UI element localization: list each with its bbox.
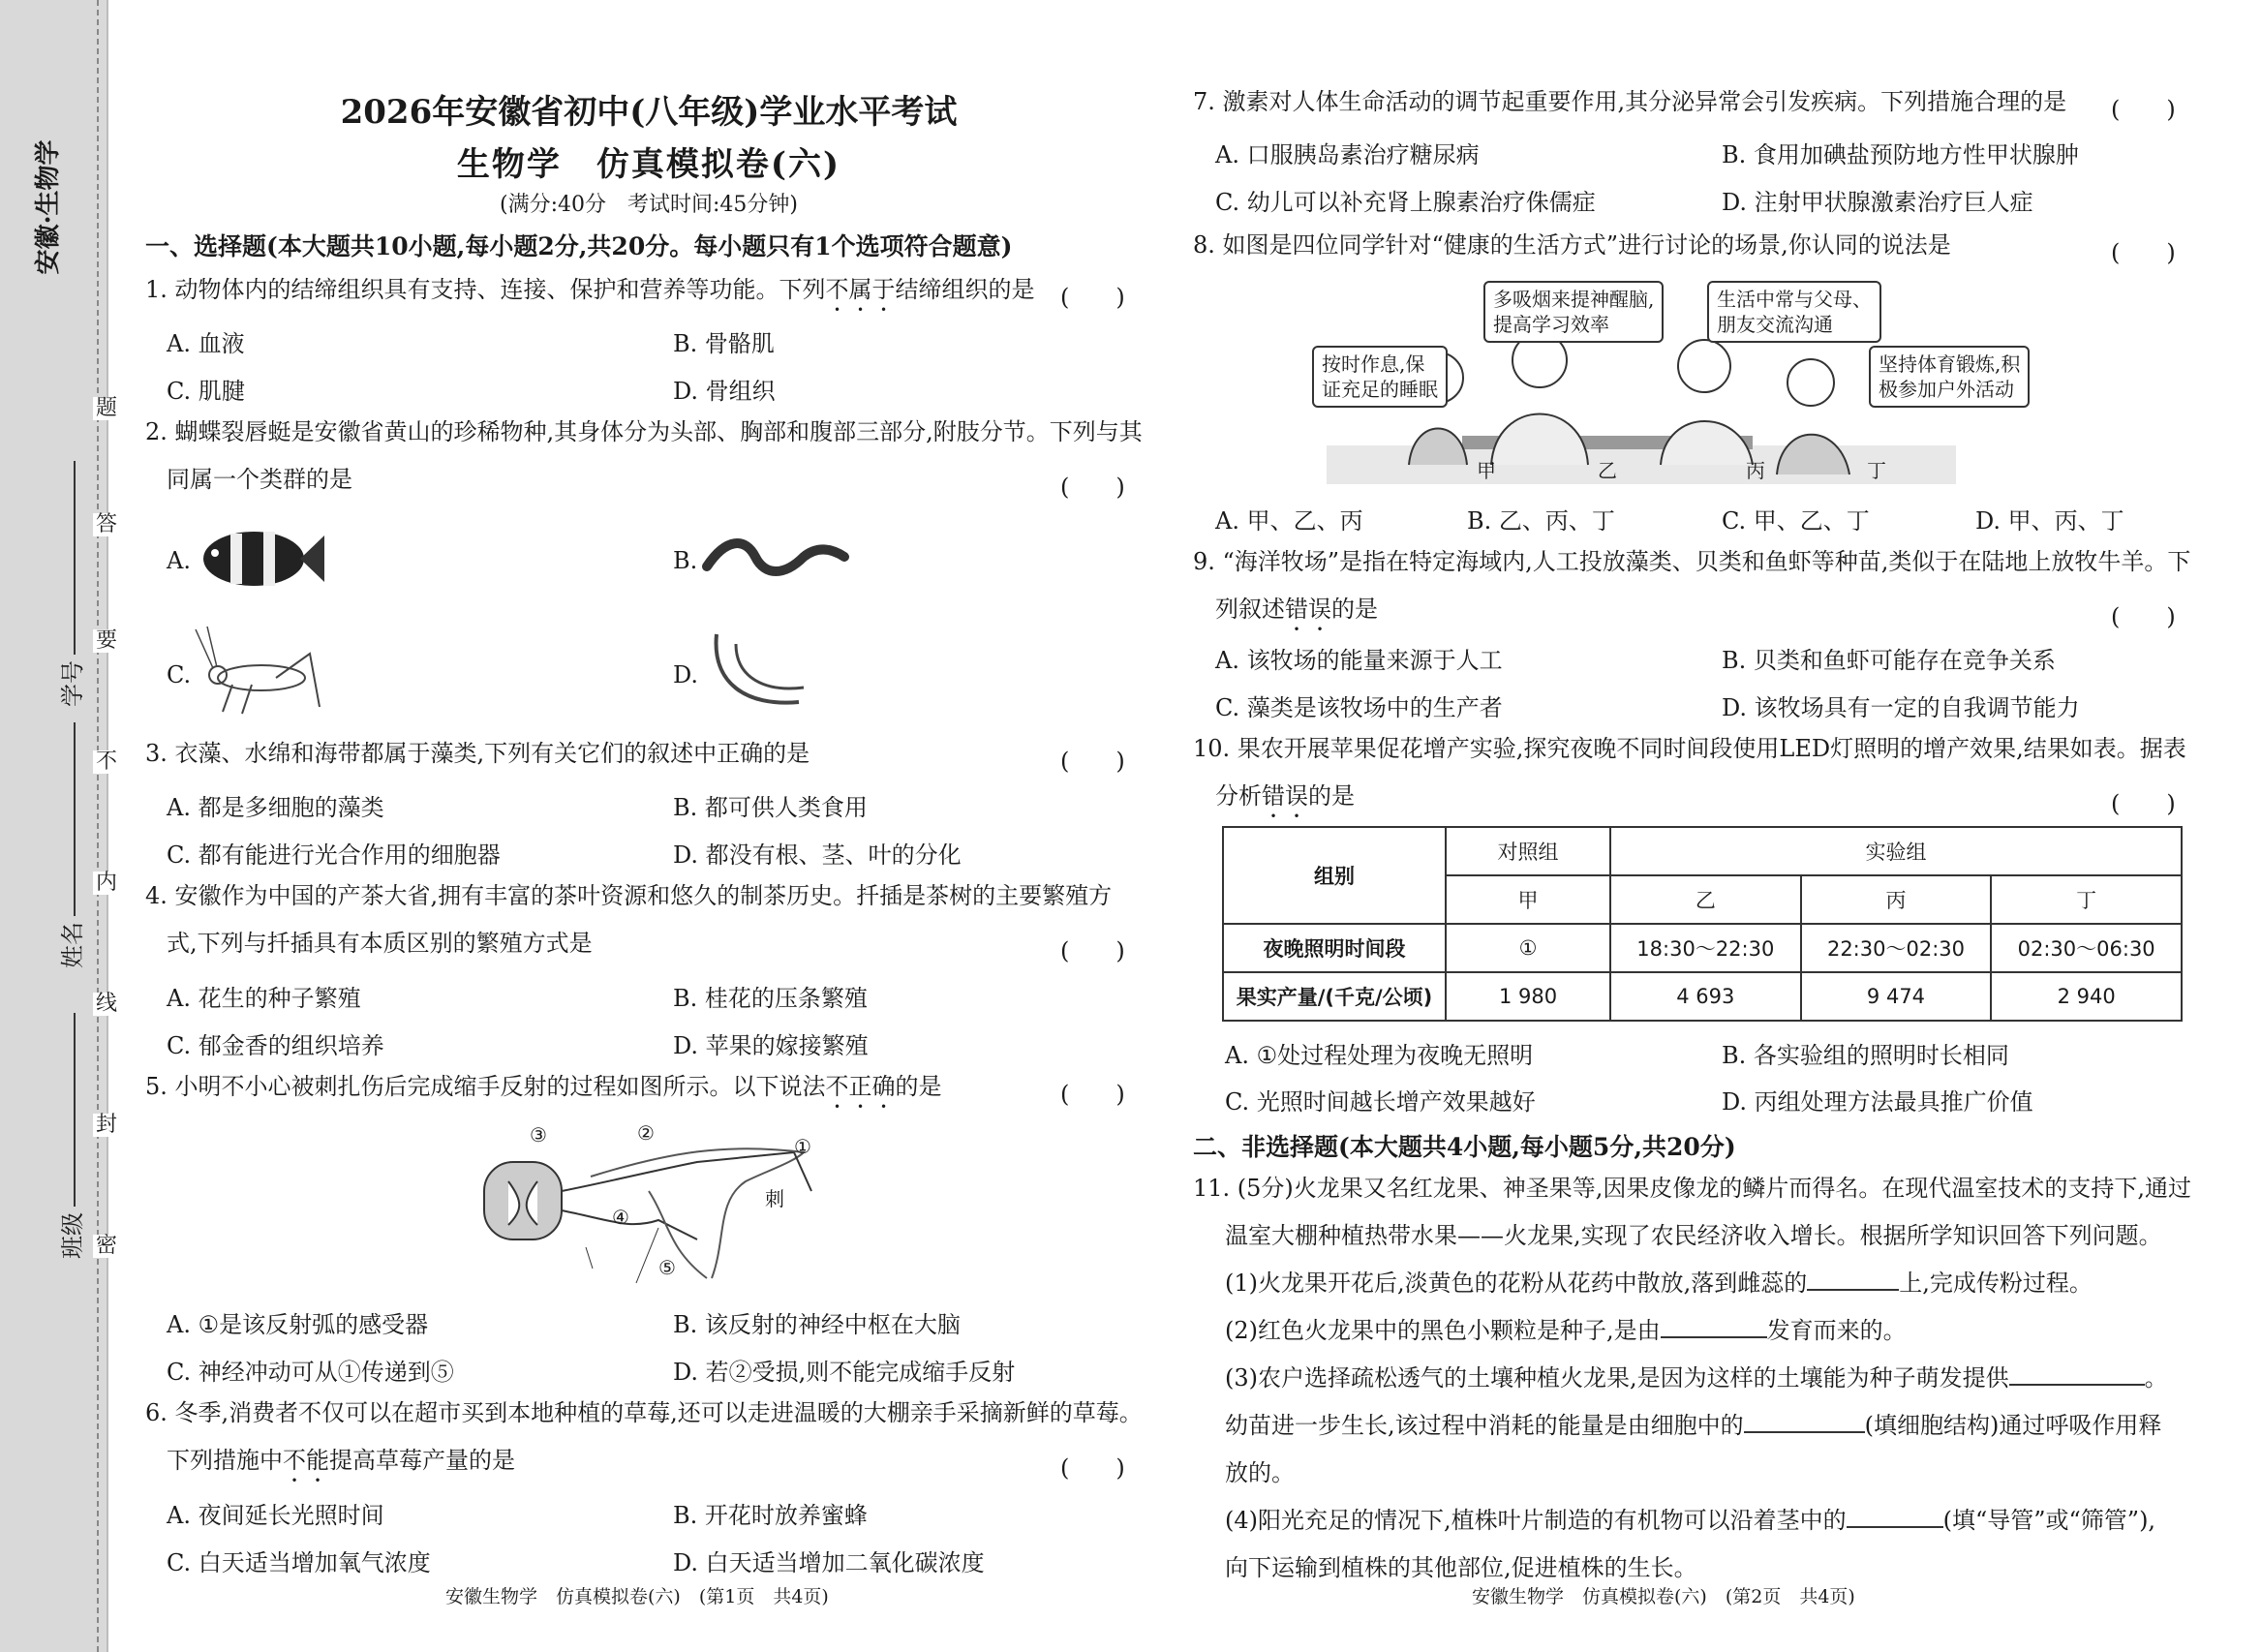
q4-option-c: C. 郁金香的组织培养 [167,1032,384,1059]
reflex-label-2: ② [637,1121,655,1145]
bubble-jia: 按时作息,保 证充足的睡眠 [1312,346,1448,408]
q8-option-c: C. 甲、乙、丁 [1722,507,1870,535]
q8-option-b: B. 乙、丙、丁 [1467,507,1615,535]
lighting-results-table [1222,826,2183,1022]
header-experiment: 实验组 [1610,827,2182,875]
cell: 18:30～22:30 [1610,924,1801,972]
reflex-label-5: ⑤ [658,1256,676,1279]
q1-option-b: B. 骨骼肌 [673,330,775,357]
q7-option-d: D. 注射甲状腺激素治疗巨人症 [1722,189,2033,216]
q11-sub-4: (4)阳光充足的情况下,植株叶片制造的有机物可以沿着茎中的 (填“导管”或“筛管”), [1225,1507,2156,1534]
answer-paren: ( ) [1060,937,1125,964]
q5-option-b: B. 该反射的神经中枢在大脑 [673,1311,961,1338]
table-row [1223,827,2182,875]
q11-sub-2: (2)红色火龙果中的黑色小颗粒是种子,是由 发育而来的。 [1225,1317,1907,1344]
q1-option-a: A. 血液 [167,330,245,357]
field-student-id: 学号 [60,461,85,707]
question-5: 5. 小明不小心被刺扎伤后完成缩手反射的过程如图所示。以下说法不正确的是 [145,1073,942,1100]
q7-option-c: C. 幼儿可以补充肾上腺素治疗侏儒症 [1215,189,1596,216]
question-6-line2: 下列措施中不能提高草莓产量的是 [167,1447,515,1474]
q6-option-a: A. 夜间延长光照时间 [167,1502,384,1529]
earthworm-image [697,528,852,586]
q9-option-c: C. 藻类是该牧场中的生产者 [1215,694,1503,721]
question-10-line2: 分析错误的是 [1215,782,1355,810]
cell: 4 693 [1610,972,1801,1021]
row-label-yield: 果实产量/(千克/公顷) [1223,972,1446,1021]
footer-page-1: 安徽生物学 仿真模拟卷(六) (第1页 共4页) [445,1586,829,1607]
field-name: 姓名 [60,722,85,968]
q10-option-c: C. 光照时间越长增产效果越好 [1225,1088,1536,1116]
q9-option-a: A. 该牧场的能量来源于人工 [1215,647,1503,674]
question-3: 3. 衣藻、水绵和海带都属于藻类,下列有关它们的叙述中正确的是 [145,740,810,767]
q6-option-d: D. 白天适当增加二氧化碳浓度 [673,1549,985,1576]
cell: ① [1446,924,1610,972]
question-10: 10. 果农开展苹果促花增产实验,探究夜晚不同时间段使用LED灯照明的增产效果,结果如表。据表 [1193,735,2186,762]
q2-option-c: C. [167,661,192,688]
student-bing: 丙 [1746,459,1765,482]
q2-option-d: D. [673,661,699,688]
student-ding: 丁 [1867,459,1886,482]
seal-char: 不 [93,750,120,774]
section-2-heading: 二、非选择题(本大题共4小题,每小题5分,共20分) [1193,1133,1736,1161]
bubble-yi: 多吸烟来提神醒脑, 提高学习效率 [1483,281,1664,343]
col-yi: 乙 [1610,875,1801,924]
reflex-label-3: ③ [530,1123,547,1147]
seal-char: 内 [93,872,120,895]
question-8: 8. 如图是四位同学针对“健康的生活方式”进行讨论的场景,你认同的说法是 [1193,231,1951,259]
exam-meta: (满分:40分 考试时间:45分钟) [500,193,798,217]
bubble-ding: 坚持体育锻炼,积 极参加户外活动 [1869,346,2030,408]
seal-char: 线 [93,993,120,1016]
section-1-heading: 一、选择题(本大题共10小题,每小题2分,共20分。每小题只有1个选项符合题意) [145,232,1013,260]
question-11-line2: 温室大棚种植热带水果——火龙果,实现了农民经济收入增长。根据所学知识回答下列问题。 [1225,1222,2162,1249]
q4-option-a: A. 花生的种子繁殖 [167,985,361,1012]
q9-option-d: D. 该牧场具有一定的自我调节能力 [1722,694,2080,721]
q8-option-d: D. 甲、丙、丁 [1975,507,2124,535]
q10-option-b: B. 各实验组的照明时长相同 [1722,1042,2009,1069]
q3-option-c: C. 都有能进行光合作用的细胞器 [167,841,501,869]
question-2: 2. 蝴蝶裂唇蜓是安徽省黄山的珍稀物种,其身体分为头部、胸部和腹部三部分,附肢分节。下列与其 [145,418,1143,445]
seal-line [97,0,99,1652]
q3-option-a: A. 都是多细胞的藻类 [167,794,384,821]
answer-paren: ( ) [2111,603,2176,630]
row-label-time: 夜晚照明时间段 [1223,924,1446,972]
question-4-line2: 式,下列与扦插具有本质区别的繁殖方式是 [167,930,593,957]
roundworm-image [697,625,823,721]
q4-option-b: B. 桂花的压条繁殖 [673,985,868,1012]
answer-paren: ( ) [1060,748,1125,775]
field-class: 班级 [60,1013,85,1259]
grasshopper-image [194,625,329,721]
q11-sub-3-line2: 幼苗进一步生长,该过程中消耗的能量是由细胞中的 (填细胞结构)通过呼吸作用释 [1225,1412,2162,1439]
answer-paren: ( ) [1060,474,1125,501]
q6-option-c: C. 白天适当增加氧气浓度 [167,1549,431,1576]
exam-subtitle: 生物学 仿真模拟卷(六) [456,145,841,184]
seal-char: 要 [93,629,120,653]
question-6: 6. 冬季,消费者不仅可以在超市买到本地种植的草莓,还可以走进温暖的大棚亲手采摘新鲜的草莓。 [145,1399,1143,1426]
page-column-2 [1181,0,2208,1652]
q11-sub-1: (1)火龙果开花后,淡黄色的花粉从花药中散放,落到雌蕊的 上,完成传粉过程。 [1225,1270,2093,1297]
question-9-line2: 列叙述错误的是 [1215,596,1378,623]
cell: 9 474 [1801,972,1992,1021]
cell: 02:30～06:30 [1991,924,2182,972]
q3-option-d: D. 都没有根、茎、叶的分化 [673,841,962,869]
question-2-line2: 同属一个类群的是 [167,466,352,493]
col-ding: 丁 [1991,875,2182,924]
q7-option-b: B. 食用加碘盐预防地方性甲状腺肿 [1722,141,2079,168]
student-jia: 甲 [1477,459,1496,482]
q3-option-b: B. 都可供人类食用 [673,794,868,821]
page-column-1 [145,0,1143,1652]
q11-sub-3-line3: 放的。 [1225,1459,1295,1486]
q4-option-d: D. 苹果的嫁接繁殖 [673,1032,869,1059]
seal-char: 答 [93,513,120,536]
q11-sub-4-line2: 向下运输到植株的其他部位,促进植株的生长。 [1225,1554,1697,1581]
q1-option-c: C. 肌腱 [167,378,245,405]
answer-paren: ( ) [1060,284,1125,311]
q10-option-a: A. ①处过程处理为夜晚无照明 [1225,1042,1534,1069]
q2-option-a: A. [167,547,191,574]
cell: 2 940 [1991,972,2182,1021]
table-row [1223,972,2182,1021]
cell: 1 980 [1446,972,1610,1021]
seal-char: 封 [93,1114,120,1137]
col-bing: 丙 [1801,875,1992,924]
answer-paren: ( ) [2111,239,2176,266]
binding-stripe: 安徽·生物学 [0,0,108,1652]
student-yi: 乙 [1598,459,1617,482]
reflex-label-thorn: 刺 [765,1187,784,1210]
footer-page-2: 安徽生物学 仿真模拟卷(六) (第2页 共4页) [1472,1586,1855,1607]
q1-option-d: D. 骨组织 [673,378,776,405]
question-1: 1. 动物体内的结缔组织具有支持、连接、保护和营养等功能。下列不属于结缔组织的是 [145,276,1035,303]
seal-char: 题 [93,397,120,420]
bubble-bing: 生活中常与父母、 朋友交流沟通 [1707,281,1881,343]
q5-option-a: A. ①是该反射弧的感受器 [167,1311,429,1338]
reflex-label-1: ① [794,1135,811,1158]
q10-option-d: D. 丙组处理方法最具推广价值 [1722,1088,2033,1116]
question-9: 9. “海洋牧场”是指在特定海域内,人工投放藻类、贝类和鱼虾等种苗,类似于在陆地上放牧牛羊。下 [1193,548,2191,575]
answer-paren: ( ) [1060,1454,1125,1482]
answer-paren: ( ) [2111,96,2176,123]
cell: 22:30～02:30 [1801,924,1992,972]
q5-option-c: C. 神经冲动可从①传递到⑤ [167,1359,454,1386]
col-jia: 甲 [1446,875,1610,924]
q7-option-a: A. 口服胰岛素治疗糖尿病 [1215,141,1480,168]
q9-option-b: B. 贝类和鱼虾可能存在竞争关系 [1722,647,2056,674]
reflex-label-4: ④ [612,1206,629,1229]
q11-sub-3: (3)农户选择疏松透气的土壤种植火龙果,是因为这样的土壤能为种子萌发提供 。 [1225,1364,2168,1392]
question-7: 7. 激素对人体生命活动的调节起重要作用,其分泌异常会引发疾病。下列措施合理的是 [1193,88,2067,115]
answer-paren: ( ) [1060,1081,1125,1108]
table-row [1223,924,2182,972]
seal-char: 密 [93,1235,120,1258]
q6-option-b: B. 开花时放养蜜蜂 [673,1502,868,1529]
q8-option-a: A. 甲、乙、丙 [1215,507,1363,535]
question-11: 11. (5分)火龙果又名红龙果、神圣果等,因果皮像龙的鳞片而得名。在现代温室技术的支持下,通过 [1193,1175,2192,1202]
exam-title: 2026年安徽省初中(八年级)学业水平考试 [340,93,958,132]
q2-option-b: B. [673,547,698,574]
clownfish-image [194,518,329,600]
header-control: 对照组 [1446,827,1610,875]
answer-paren: ( ) [2111,790,2176,817]
question-4: 4. 安徽作为中国的产茶大省,拥有丰富的茶叶资源和悠久的制茶历史。扦插是茶树的主要繁殖方 [145,882,1113,909]
header-group: 组别 [1223,827,1446,924]
q5-option-d: D. 若②受损,则不能完成缩手反射 [673,1359,1016,1386]
